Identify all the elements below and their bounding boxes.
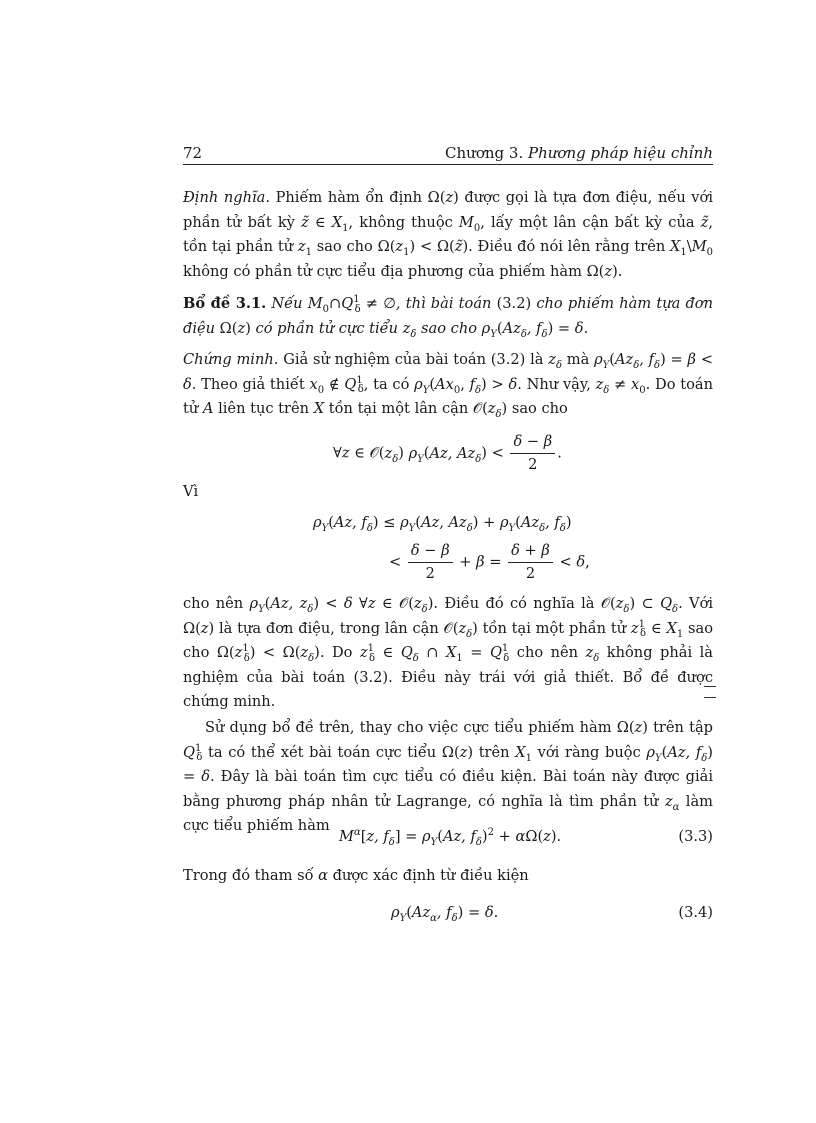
equation-3-4: $\rho_Y(Az_\alpha$, $f_\delta) = \delta$. [391, 904, 499, 924]
equation-neighborhood: ∀z ∈ $𝒪(z_\delta)$ $\rho_Y(Az$, $Az_\delta$) < $\frac{\delta - \beta}{2}$ . [333, 433, 562, 473]
proof-label: Chứng minh. [183, 351, 279, 368]
equation-inequality-line-2: < $\frac{\delta - \beta}{2}$ + β = $\frac{\delta + \beta}{2}$ < δ, [389, 542, 590, 582]
fraction: $\frac{\delta - \beta}{2}$ [510, 432, 555, 475]
qed-symbol [704, 686, 716, 698]
definition-label: Định nghĩa. [183, 189, 270, 206]
definition-paragraph: Định nghĩa. Phiếm hàm ổn định Ω(z) được gọi là tựa đơn điệu, nếu với phần tử bất kỳ z̃ ∈ $X_1$, không thuộc $M_0$, lấy một lân cận bất kỳ của z̃, tồn tại phần tử $z_1$ sao cho $\Omega(z_1)$ < Ω(z̃). Điều đó nói lên rằng trên $X_1\backslash M_0$ không có phần tử cực tiểu địa phương của phiếm hàm Ω(z). [183, 189, 714, 280]
running-header [183, 142, 713, 165]
lemma-label: Bổ đề 3.1. [183, 295, 267, 312]
proof-paragraph-2: cho nên $\rho_Y(Az$, $z_\delta) < \delta$ ∀z ∈ $𝒪(z_\delta)$. Điều đó có nghĩa là $𝒪(z_\delta)$ ⊂ $Q_\delta$. Với Ω(z) là tựa đơn điệu, trong lân cận $𝒪(z_\delta)$ tồn tại một phần tử $z^1_\delta$ ∈ $X_1$ sao cho $\Omega(z^1_\delta) < \Omega(z_\delta)$. Do $z^1_\delta$ ∈ $Q_\delta$ ∩ $X_1 = Q^1_\delta$ cho nên $z_\delta$ không phải là nghiệm của bài toán (3.2). Điều này trái với giả thiết. Bổ đề được chứng minh. [183, 595, 714, 710]
lemma-paragraph: Bổ đề 3.1. Nếu $M_0\cap Q^1_\delta$ ≠ ∅, thì bài toán (3.2) cho phiếm hàm tựa đơn điệu Ω(z) có phần tử cực tiểu $z_\delta$ sao cho $\rho_Y(Az_\delta$, $f_\delta) = \delta$. [183, 294, 713, 340]
equation-number-3-3: (3.3) [678, 828, 713, 845]
chapter-heading: Chương 3. Phương pháp hiệu chỉnh [445, 144, 713, 162]
trong-do-line: Trong đó tham số α được xác định từ điều kiện [183, 867, 529, 884]
equation-inequality-line-1: $\rho_Y(Az$, $f_\delta) \le \rho_Y(Az$, $Az_\delta) + \rho_Y(Az_\delta$, $f_\delta$) [313, 514, 572, 534]
lagrange-paragraph: Sử dụng bổ đề trên, thay cho việc cực tiểu phiếm hàm Ω(z) trên tập $Q^1_\delta$ ta có thể xét bài toán cực tiểu Ω(z) trên $X_1$ với ràng buộc $\rho_Y(Az$, $f_\delta) = \delta$. Đây là bài toán tìm cực tiểu có điều kiện. Bài toán này được giải bằng phương pháp nhân tử Lagrange, có nghĩa là tìm phần tử $z_\alpha$ làm cực tiểu phiếm hàm [183, 719, 713, 834]
equation-3-3: $M^\alpha[z$, $f_\delta] = \rho_Y(Az$, $f_\delta)^2 + \alpha\Omega(z)$. [339, 827, 562, 848]
vi-word: Vì [183, 483, 199, 500]
page-number: 72 [183, 144, 203, 162]
equation-number-3-4: (3.4) [678, 904, 713, 921]
proof-paragraph-1: Chứng minh. Giả sử nghiệm của bài toán (3.2) là $z_\delta$ mà $\rho_Y(Az_\delta$, $f_\delta) = \beta < \delta$. Theo giả thiết $x_0$ ∉ $Q^1_\delta$, ta có $\rho_Y(Ax_0$, $f_\delta) > \delta$. Như vậy, $z_\delta \ne x_0$. Do toán tử A liên tục trên X tồn tại một lân cận $𝒪(z_\delta)$ sao cho [183, 351, 714, 420]
